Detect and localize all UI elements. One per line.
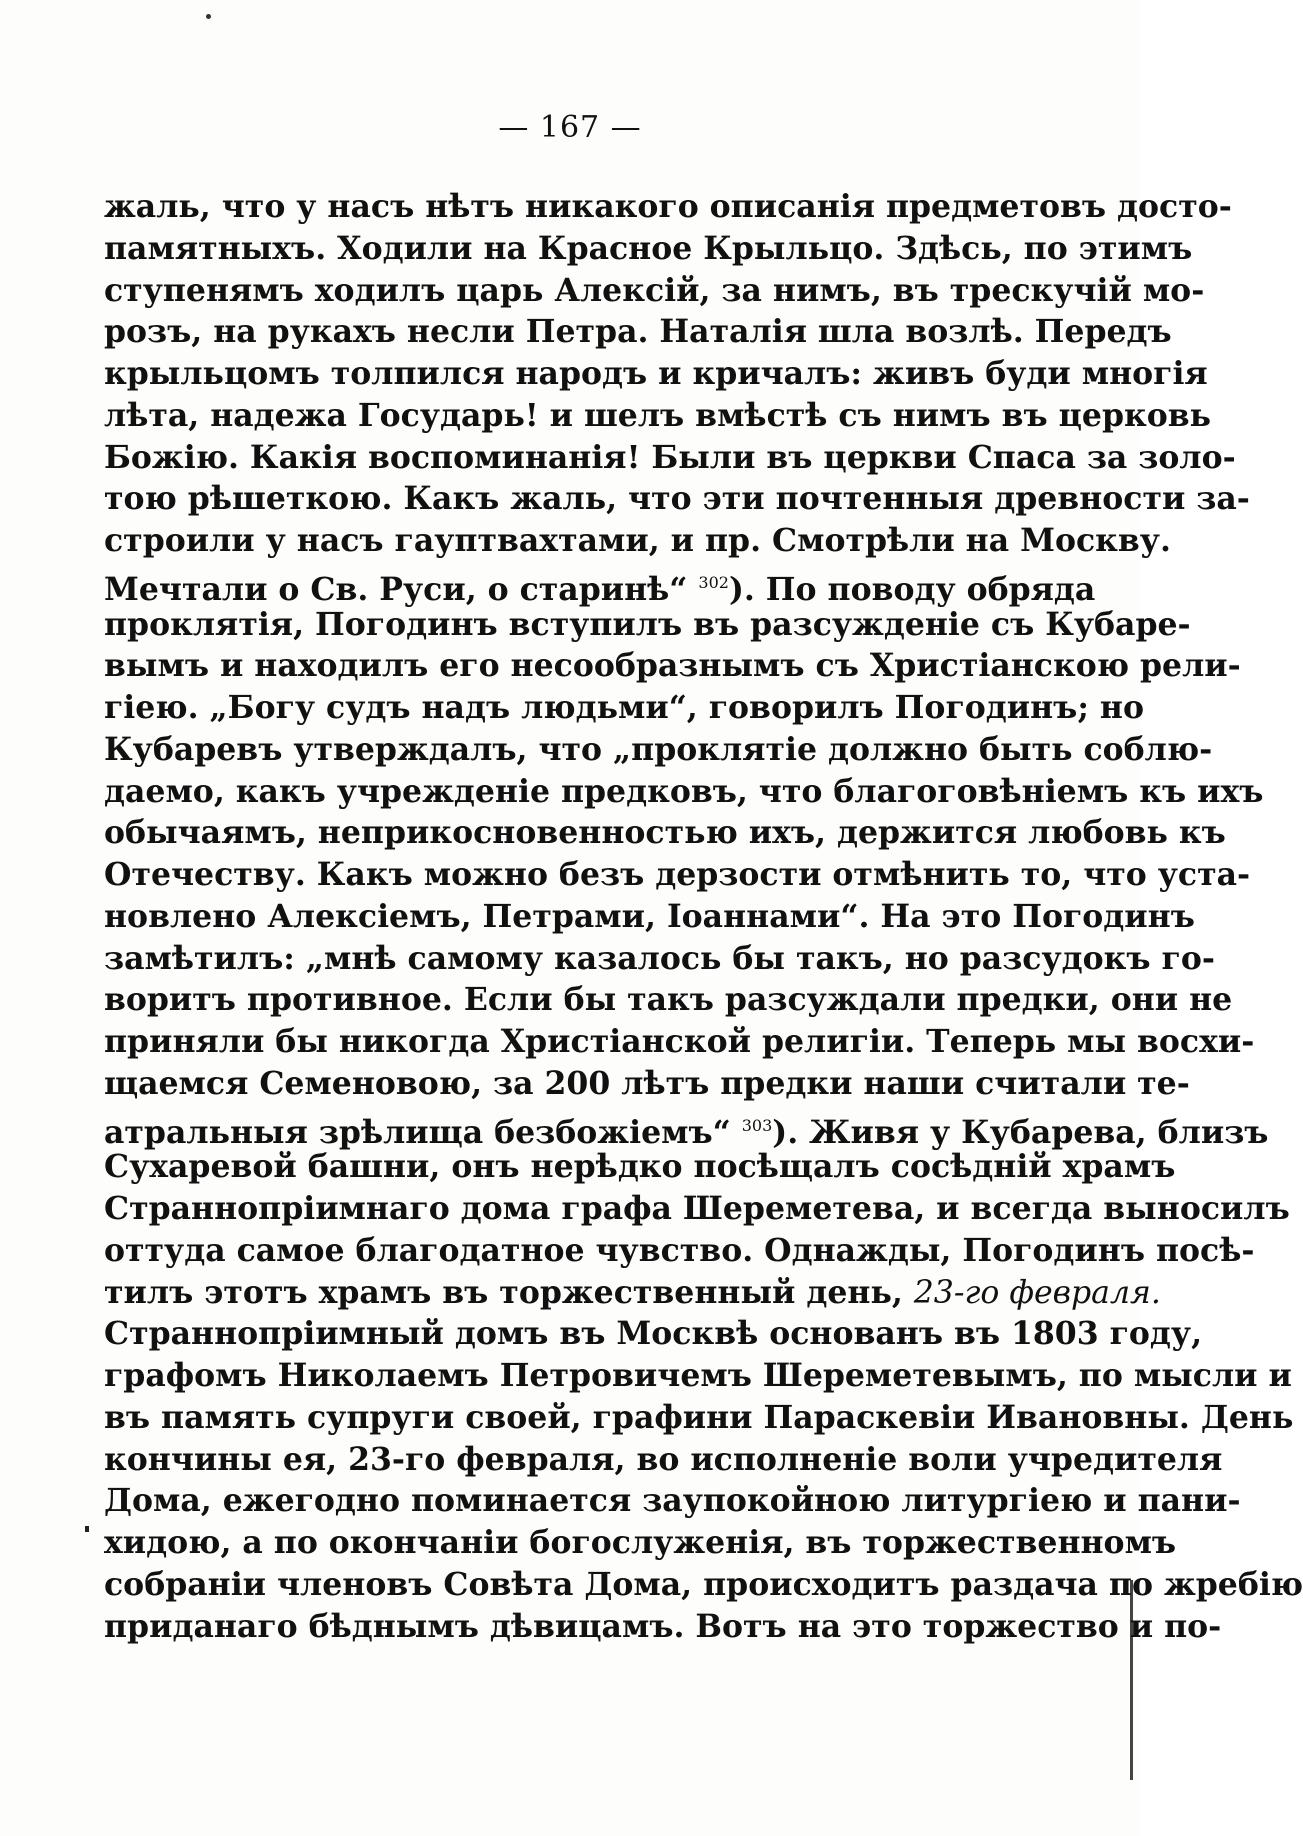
text-line: даемо, какъ учрежденіе предковъ, что благоговѣніемъ къ ихъ [104,772,1264,810]
text-line: оттуда самое благодатное чувство. Однажды, Погодинъ посѣ- [104,1231,1255,1269]
scan-mark [85,1526,89,1532]
text-line: вымъ и находилъ его несообразнымъ съ Христіанскою рели- [104,647,1241,685]
text-line: графомъ Николаемъ Петровичемъ Шереметевымъ, по мысли и [104,1357,1292,1394]
text-line: новлено Алексіемъ, Петрами, Іоаннами“. На это Погодинъ [104,897,1195,935]
text-line: Кубаревъ утверждалъ, что „проклятіе должно быть соблю- [104,730,1213,768]
text-line: кончины ея, 23-го февраля, во исполненіе воли учредителя [104,1440,1223,1478]
text-line: Мечтали о Св. Руси, о старинѣ“ $^{302}$). По поводу обряда [104,570,1096,608]
text-line: приданаго бѣднымъ дѣвицамъ. Вотъ на это торжество и по- [104,1607,1222,1645]
text-line: розъ, на рукахъ несли Петра. Наталія шла возлѣ. Передъ [104,313,1172,351]
text-line: памятныхъ. Ходили на Красное Крыльцо. Здѣсь, по этимъ [104,229,1193,267]
italic-date: 23-го февраля. [913,1274,1161,1311]
text-line: щаемся Семеновою, за 200 лѣтъ предки наши считали те- [104,1064,1190,1102]
text-line: обычаямъ, неприкосновенностью ихъ, держится любовь къ [104,814,1226,852]
text-line: Божію. Какія воспоминанія! Были въ церкви Спаса за золо- [104,438,1236,476]
page-number: — 167 — [498,110,642,145]
page-body-text [104,186,1303,1647]
text-line: въ память супруги своей, графини Параскевіи Ивановны. День [104,1398,1294,1436]
text-line: тилъ этотъ храмъ въ торжественный день, 23-го февраля. [104,1273,1161,1311]
text-line: проклятія, Погодинъ вступилъ въ разсужденіе съ Кубаре- [104,605,1191,643]
text-line: крыльцомъ толпился народъ и кричалъ: живъ буди многія [104,355,1208,392]
text-line: собраніи членовъ Совѣта Дома, происходитъ раздача по жребію [104,1565,1303,1603]
text-line: Страннопріимнаго дома графа Шереметева, и всегда выносилъ [104,1190,1290,1227]
text-line: гіею. „Богу судъ надъ людьми“, говорилъ Погодинъ; но [104,689,1144,726]
footnote-ref: 303 [741,1115,773,1135]
text-line: Страннопріимный домъ въ Москвѣ основанъ въ 1803 году, [104,1315,1203,1353]
text-line: Сухаревой башни, онъ нерѣдко посѣщалъ сосѣдній храмъ [104,1148,1176,1186]
text-line: строили у насъ гауптвахтами, и пр. Смотрѣли на Москву. [104,522,1171,559]
text-line: ступенямъ ходилъ царь Алексій, за нимъ, въ трескучій мо- [104,271,1205,309]
footnote-ref: 302 [698,572,729,592]
text-line: Дома, ежегодно поминается заупокойною литургіею и пани- [104,1482,1241,1520]
text-line: жаль, что у насъ нѣтъ никакого описанія предметовъ досто- [104,188,1232,225]
text-line: воритъ противное. Если бы такъ разсуждали предки, они не [104,981,1233,1019]
text-line: замѣтилъ: „мнѣ самому казалось бы такъ, но разсудокъ го- [104,939,1215,977]
text-line: лѣта, надежа Государь! и шелъ вмѣстѣ съ нимъ въ церковь [104,396,1211,434]
text-line: Отечеству. Какъ можно безъ дерзости отмѣнить то, что уста- [104,856,1251,893]
text-line: хидою, а по окончаніи богослуженія, въ торжественномъ [104,1524,1177,1561]
text-line: тою рѣшеткою. Какъ жаль, что эти почтенныя древности за- [104,480,1250,518]
scan-speck [206,14,211,19]
text-line: приняли бы никогда Христіанской религіи. Теперь мы восхи- [104,1023,1255,1060]
text-line: атральныя зрѣлища безбожіемъ“ $^{303}$). Живя у Кубарева, близъ [104,1113,1269,1151]
